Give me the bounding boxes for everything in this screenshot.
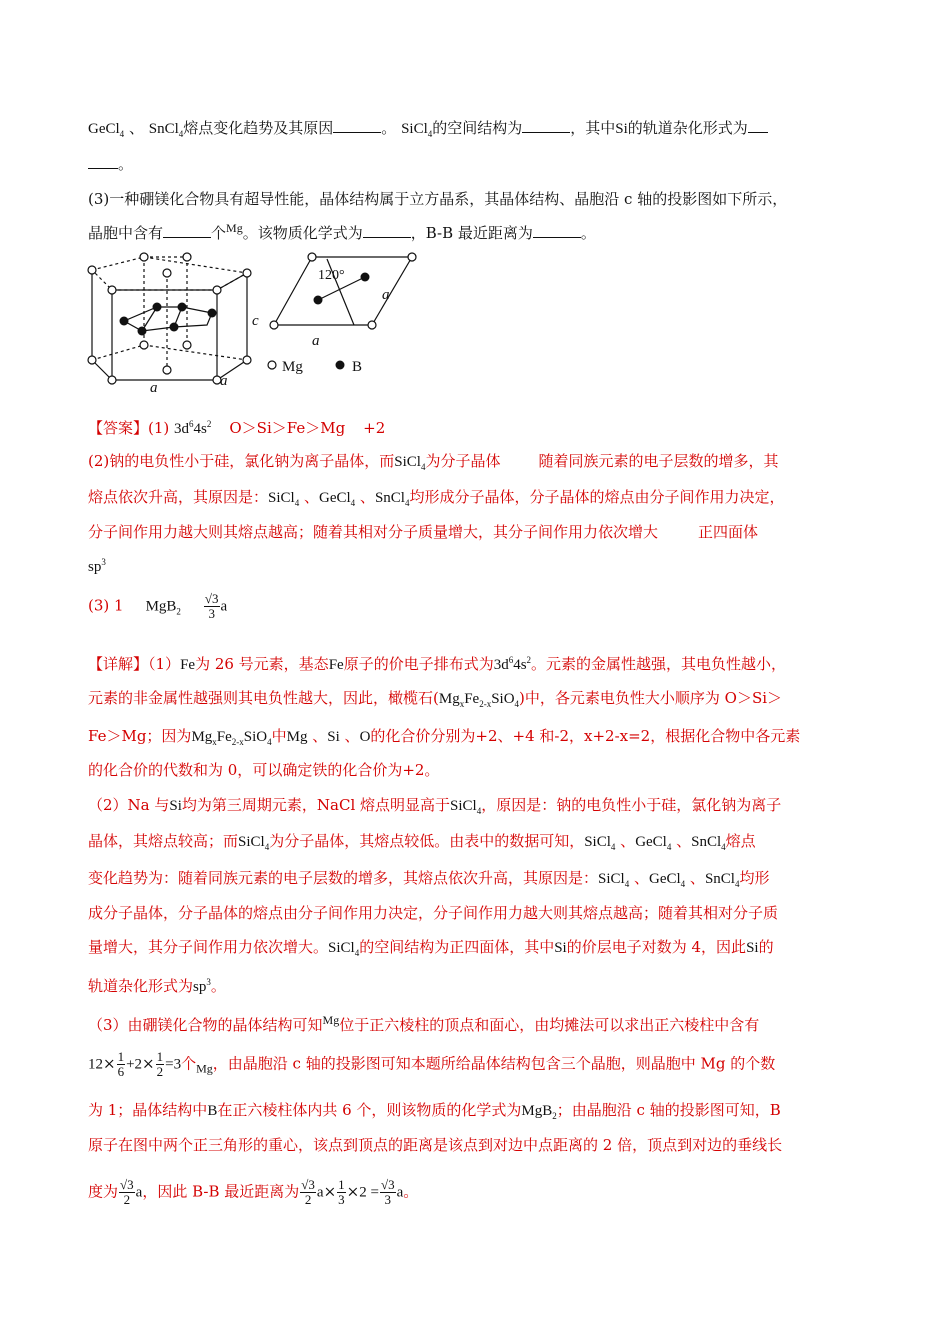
mg-atom: [140, 341, 148, 349]
label-a: a: [382, 287, 390, 303]
answer-line-5: $sp^3$: [88, 557, 106, 575]
answer-blank: [333, 118, 381, 133]
mg-atom: [163, 366, 171, 374]
mg-atom: [243, 269, 251, 277]
angle-label: 120°: [318, 268, 345, 283]
detail-line-2: 元素的非金属性越强则其电负性越大，因此，橄榄石$(Mg_xFe_{2-x}SiO_4)$中，各元素电负性大小顺序为 O＞Si＞: [88, 689, 783, 709]
detail3-line-4: 原子在图中两个正三角形的重心，该点到顶点的距离是该点到对边中点距离的 2 倍，顶点到对边的垂线长: [88, 1136, 783, 1154]
answer-blank: [163, 223, 211, 238]
legend-b-marker: [336, 361, 345, 370]
mg-atom: [108, 376, 116, 384]
detail3-line-2: 12× $\frac{1}{6}$ +2× $\frac{1}{2}$ =3个$_{Mg}$，由晶胞沿 c 轴的投影图可知本题所给晶体结构包含三个晶胞，则晶胞中 Mg 的个数: [88, 1049, 776, 1079]
mg-atom: [140, 253, 148, 261]
mg-atom: [213, 286, 221, 294]
detail2-line-3: 变化趋势为：随着同族元素的电子层数的增多，其熔点依次升高，其原因是：SiCl$_4$ 、GeCl$_4$ 、SnCl$_4$均形: [88, 869, 770, 889]
question-line-2: 。: [88, 154, 870, 174]
detail-line-3: Fe＞Mg；因为$Mg_xFe_{2-x}SiO_4$中Mg 、Si 、O的化合价分别为+2、+4 和-2，x+2-x=2，根据化合物中各元素: [88, 727, 801, 747]
mg-atom: [243, 356, 251, 364]
detail2-line-1: （2）Na 与Si均为第三周期元素，NaCl 熔点明显高于SiCl$_4$，原因是：钠的电负性小于硅，氯化钠为离子: [88, 796, 782, 816]
answer-line-2: (2)钠的电负性小于硅，氯化钠为离子晶体，而SiCl$_4$为分子晶体 随着同族元素的电子层数的增多，其: [88, 452, 779, 472]
answer-blank: [533, 223, 581, 238]
b-atom: [178, 303, 187, 312]
label-a: a: [150, 380, 158, 395]
mg-atom: [88, 266, 96, 274]
detail2-line-6: 轨道杂化形式为$sp^3$。: [88, 977, 226, 995]
mg-atom: [270, 321, 278, 329]
question-line-1: GeCl$_4$ 、 SnCl$_4$熔点变化趋势及其原因 。 SiCl$_4$的空间结构为 ，其中Si的轨道杂化形式为: [88, 118, 870, 144]
b-atom: [314, 296, 323, 305]
b-atom: [208, 309, 217, 318]
question-part-3: (3)一种硼镁化合物具有超导性能，晶体结构属于立方晶系，其晶体结构、晶胞沿 c 轴的投影图如下所示，: [88, 190, 788, 208]
b-atom: [361, 273, 370, 282]
b-atom: [170, 323, 179, 332]
b-atom: [120, 317, 129, 326]
mg-atom: [368, 321, 376, 329]
answer-line-6: (3) 1 MgB$_2$ $\frac{√3}{3}$ a: [88, 591, 228, 621]
label-c: c: [252, 313, 259, 329]
mg-atom: [183, 341, 191, 349]
detail2-line-5: 量增大，其分子间作用力依次增大。SiCl$_4$的空间结构为正四面体，其中Si的价层电子对数为 4，因此Si的: [88, 938, 774, 958]
answer-line-1: 【答案】(1) $3d^64s^2$ O＞Si＞Fe＞Mg +2: [88, 419, 386, 437]
detail2-line-2: 晶体，其熔点较高；而SiCl$_4$为分子晶体，其熔点较低。由表中的数据可知，SiCl$_4$ 、GeCl$_4$ 、SnCl$_4$熔点: [88, 832, 756, 852]
legend-mg-marker: [268, 361, 276, 369]
mg-atom: [88, 356, 96, 364]
detail2-line-4: 成分子晶体，分子晶体的熔点由分子间作用力决定，分子间作用力越大则其熔点越高；随着其相对分子质: [88, 904, 779, 922]
mg-atom: [163, 269, 171, 277]
b-atom: [138, 327, 147, 336]
answer-line-3: 熔点依次升高，其原因是：SiCl$_4$ 、GeCl$_4$ 、SnCl$_4$均形成分子晶体，分子晶体的熔点由分子间作用力决定，: [88, 488, 785, 508]
answer-blank: [363, 223, 411, 238]
b-atom: [153, 303, 162, 312]
crystal-structure-figure: [82, 245, 422, 395]
mg-atom: [308, 253, 316, 261]
legend-b: B: [352, 359, 363, 375]
detail3-line-5: 度为 $\frac{√3}{2}$ a，因此 B-B 最近距离为 $\frac{√3}{2}$ a× $\frac{1}{3}$ ×2 = $\frac{√3}{3}$ a。: [88, 1177, 419, 1207]
detail-line-1: 【详解】（1）Fe为 26 号元素，基态Fe原子的价电子排布式为$3d^64s^2$。元素的金属性越强，其电负性越小，: [88, 655, 787, 673]
label-a: a: [312, 333, 320, 349]
legend-mg: Mg: [282, 359, 303, 375]
question-line-4: 晶胞中含有 个$^{Mg}$。该物质化学式为 ，B-B 最近距离为 。: [88, 221, 596, 242]
mg-atom: [108, 286, 116, 294]
mg-atom: [183, 253, 191, 261]
detail3-line-1: （3）由硼镁化合物的晶体结构可知$^{Mg}$位于正六棱柱的顶点和面心，由均摊法可以求出正六棱柱中含有: [88, 1013, 760, 1034]
detail3-line-3: 为 1；晶体结构中B在正六棱柱体内共 6 个，则该物质的化学式为MgB$_2$；由晶胞沿 c 轴的投影图可知，B: [88, 1101, 781, 1121]
detail-line-4: 的化合价的代数和为 0，可以确定铁的化合价为+2。: [88, 761, 440, 779]
answer-blank: [522, 118, 570, 133]
answer-blank: [88, 154, 118, 169]
mg-atom: [408, 253, 416, 261]
answer-blank: [748, 118, 768, 133]
answer-line-4: 分子间作用力越大则其熔点越高；随着其相对分子质量增大，其分子间作用力依次增大 正四面体: [88, 523, 759, 541]
label-a: a: [220, 373, 228, 389]
